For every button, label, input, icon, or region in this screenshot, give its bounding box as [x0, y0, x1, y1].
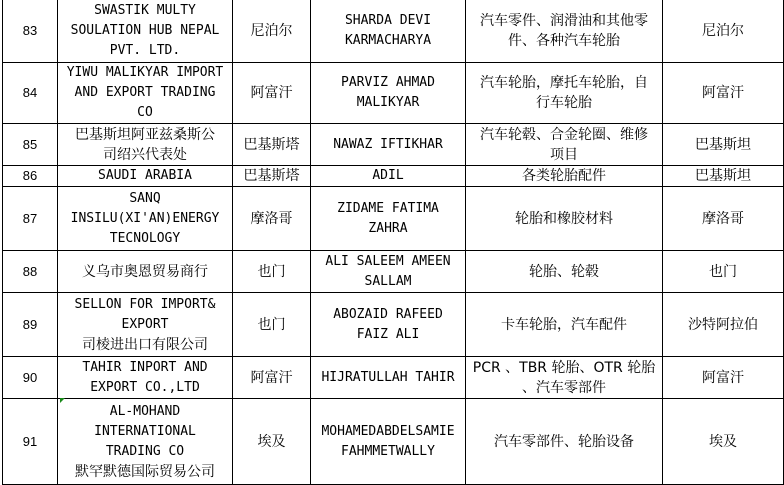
products-line: 轮胎和橡胶材料 — [515, 210, 613, 227]
destination-cell[interactable]: 摩洛哥 — [663, 187, 784, 251]
contact-name-cell[interactable] — [311, 187, 466, 251]
products-line: 汽车零件、润滑油和其他零 — [480, 12, 648, 29]
company-name-line: PVT. LTD. — [109, 42, 181, 58]
products-line: 卡车轮胎，汽车配件 — [501, 316, 627, 333]
destination-cell[interactable]: 巴基斯坦 — [663, 124, 784, 166]
products-cell[interactable] — [466, 166, 663, 187]
company-name-line: EXPORT — [121, 316, 169, 332]
company-name-cell[interactable] — [58, 399, 233, 485]
company-name-line: 义乌市奥恩贸易商行 — [82, 263, 208, 280]
contact-name-cell[interactable] — [311, 293, 466, 357]
country-cell[interactable]: 摩洛哥 — [233, 187, 311, 251]
contact-name-cell[interactable] — [311, 251, 466, 293]
company-name-cell[interactable] — [58, 357, 233, 399]
row-number-cell[interactable]: 85 — [3, 124, 58, 166]
company-name-line: INTERNATIONAL — [94, 423, 196, 439]
contact-name-line: FAIZ ALI — [356, 326, 420, 342]
contact-name-line: FAHMMETWALLY — [341, 443, 435, 459]
table-row — [3, 251, 784, 293]
country-cell[interactable]: 也门 — [233, 293, 311, 357]
table-row — [3, 166, 784, 187]
products-cell[interactable] — [466, 0, 663, 63]
country-cell[interactable]: 埃及 — [233, 399, 311, 485]
products-cell[interactable] — [466, 251, 663, 293]
table-row — [3, 399, 784, 485]
company-name-cell[interactable] — [58, 166, 233, 187]
company-name-line: AND EXPORT TRADING — [74, 85, 216, 100]
country-cell[interactable]: 阿富汗 — [233, 357, 311, 399]
products-cell[interactable] — [466, 399, 663, 485]
contact-name-line: SHARDA DEVI — [344, 12, 432, 28]
company-name-line: AL-MOHAND — [109, 403, 181, 419]
country-cell[interactable]: 巴基斯塔 — [233, 124, 311, 166]
table-row — [3, 357, 784, 399]
company-name-line: 默罕默德国际贸易公司 — [75, 463, 215, 480]
contact-name-cell[interactable] — [311, 399, 466, 485]
contact-name-line: NAWAZ IFTIKHAR — [333, 136, 443, 152]
contact-name-line: HIJRATULLAH TAHIR — [321, 369, 455, 385]
company-name-line: 司绍兴代表处 — [103, 146, 187, 163]
destination-cell[interactable]: 巴基斯坦 — [663, 166, 784, 187]
contact-name-line: ADIL — [372, 168, 404, 183]
customer-table — [2, 0, 784, 485]
contact-name-cell[interactable] — [311, 0, 466, 63]
company-name-line: TRADING CO — [105, 443, 185, 459]
cell-comment-marker — [60, 398, 65, 403]
row-number-cell[interactable]: 83 — [3, 0, 58, 63]
row-number-cell[interactable]: 91 — [3, 399, 58, 485]
table-row — [3, 187, 784, 251]
products-line: 汽车轮毂、合金轮圈、维修 — [480, 126, 648, 143]
contact-name-cell[interactable] — [311, 63, 466, 124]
company-name-cell[interactable] — [58, 187, 233, 251]
contact-name-line: SALLAM — [364, 273, 412, 289]
company-name-cell[interactable] — [58, 124, 233, 166]
destination-cell[interactable]: 阿富汗 — [663, 357, 784, 399]
products-line: 轮胎、轮毂 — [529, 263, 599, 280]
company-name-line: TECNOLOGY — [109, 230, 181, 246]
contact-name-line: PARVIZ AHMAD — [341, 75, 435, 90]
products-cell[interactable] — [466, 357, 663, 399]
company-name-line: TAHIR INPORT AND — [82, 359, 208, 375]
contact-name-cell[interactable] — [311, 124, 466, 166]
country-cell[interactable]: 巴基斯塔 — [233, 166, 311, 187]
row-number-cell[interactable]: 90 — [3, 357, 58, 399]
company-name-line: SWASTIK MULTY — [94, 2, 196, 18]
products-line: 汽车零部件、轮胎设备 — [494, 433, 634, 450]
row-number-cell[interactable]: 84 — [3, 63, 58, 124]
company-name-line: SANQ — [129, 190, 161, 206]
company-name-cell[interactable] — [58, 0, 233, 63]
contact-name-line: MOHAMEDABDELSAMIE — [321, 423, 455, 439]
country-cell[interactable]: 尼泊尔 — [233, 0, 311, 63]
company-name-line: SELLON FOR IMPORT& — [74, 296, 216, 312]
contact-name-line: ABOZAID RAFEED — [333, 306, 443, 322]
products-cell[interactable] — [466, 187, 663, 251]
contact-name-cell[interactable] — [311, 357, 466, 399]
contact-name-line: KARMACHARYA — [344, 32, 432, 48]
destination-cell[interactable]: 沙特阿拉伯 — [663, 293, 784, 357]
destination-cell[interactable]: 尼泊尔 — [663, 0, 784, 63]
table-body — [3, 0, 784, 485]
row-number-cell[interactable]: 86 — [3, 166, 58, 187]
company-name-cell[interactable] — [58, 63, 233, 124]
company-name-line: INSILU(XI'AN)ENERGY — [70, 210, 220, 226]
products-line: 项目 — [550, 146, 578, 163]
table-row — [3, 124, 784, 166]
destination-cell[interactable]: 埃及 — [663, 399, 784, 485]
table-row — [3, 293, 784, 357]
products-cell[interactable] — [466, 63, 663, 124]
company-name-line: YIWU MALIKYAR IMPORT — [66, 65, 224, 80]
company-name-line: 司棱进出口有限公司 — [82, 336, 208, 353]
company-name-cell[interactable] — [58, 251, 233, 293]
products-line: 各类轮胎配件 — [522, 168, 606, 184]
products-line: 、汽车零部件 — [522, 379, 606, 396]
destination-cell[interactable]: 也门 — [663, 251, 784, 293]
company-name-cell[interactable] — [58, 293, 233, 357]
country-cell[interactable]: 也门 — [233, 251, 311, 293]
company-name-line: 巴基斯坦阿亚兹桑斯公 — [75, 126, 215, 143]
company-name-line: SOULATION HUB NEPAL — [70, 22, 220, 38]
destination-cell[interactable]: 阿富汗 — [663, 63, 784, 124]
row-number-cell[interactable]: 88 — [3, 251, 58, 293]
contact-name-line: ZIDAME FATIMA — [337, 200, 439, 216]
table-row — [3, 0, 784, 63]
products-cell[interactable] — [466, 293, 663, 357]
row-number-cell[interactable]: 89 — [3, 293, 58, 357]
contact-name-line: MALIKYAR — [356, 95, 420, 110]
row-number-cell[interactable]: 87 — [3, 187, 58, 251]
products-line: 行车轮胎 — [536, 95, 592, 111]
company-name-line: CO — [137, 105, 153, 120]
products-line: 汽车轮胎，摩托车轮胎，自 — [480, 75, 648, 91]
products-line: 件、各种汽车轮胎 — [508, 32, 620, 49]
products-cell[interactable] — [466, 124, 663, 166]
table-row — [3, 63, 784, 124]
products-line: PCR 、TBR 轮胎、OTR 轮胎 — [472, 359, 656, 376]
company-name-line: EXPORT CO.,LTD — [90, 379, 200, 395]
contact-name-cell[interactable] — [311, 166, 466, 187]
country-cell[interactable]: 阿富汗 — [233, 63, 311, 124]
contact-name-line: ZAHRA — [368, 220, 408, 236]
company-name-line: SAUDI ARABIA — [98, 168, 192, 183]
contact-name-line: ALI SALEEM AMEEN — [325, 253, 451, 269]
